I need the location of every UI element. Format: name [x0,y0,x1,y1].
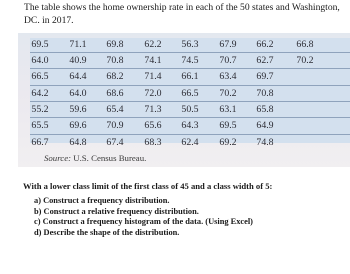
task-b: b) Construct a relative frequency distribution. [34,206,199,216]
row-divider [30,52,350,53]
table-cell: 50.5 [181,104,199,115]
row-divider [30,68,350,69]
instruction-text: With a lower class limit of the first class of 45 and a class width of 5: [23,181,273,191]
task-a: a) Construct a frequency distribution. [34,196,170,205]
table-cell: 70.8 [106,55,124,66]
table-cell: 74.5 [181,55,199,66]
table-cell: 64.0 [69,88,87,99]
table-cell: 64.9 [256,120,274,131]
table-cell: 70.7 [219,55,237,66]
table-cell: 68.6 [106,88,124,99]
intro-line-1: The table shows the home ownership rate in each of the 50 states and Washington, [24,2,340,13]
table-cell: 69.6 [69,120,87,131]
table-cell: 66.2 [256,39,274,50]
source-label: Source: [44,153,72,163]
table-cell: 71.4 [144,71,162,82]
intro-text [24,2,342,27]
table-cell: 63.1 [219,104,237,115]
table-cell: 64.3 [181,120,199,131]
table-cell: 64.0 [31,55,49,66]
table-cell: 64.2 [31,88,49,99]
table-cell: 64.4 [69,71,87,82]
row-divider [30,85,350,86]
table-cell: 65.5 [31,120,49,131]
table-cell: 65.6 [144,120,162,131]
table-cell: 62.4 [181,137,199,148]
table-cell: 56.3 [181,39,199,50]
table-cell: 65.4 [106,104,124,115]
table-cell: 68.2 [106,71,124,82]
row-divider [30,117,350,118]
task-c: c) Construct a frequency histogram of the data. (Using Excel) [34,217,253,227]
table-cell: 66.1 [181,71,199,82]
table-cell: 70.9 [106,120,124,131]
table-cell: 71.1 [69,39,87,50]
table-cell: 69.5 [31,39,49,50]
table-cell: 68.3 [144,137,162,148]
data-table-photo [18,33,350,167]
table-cell: 66.5 [31,71,49,82]
intro-line-2: DC. in 2017. [24,14,74,26]
table-cell: 72.0 [144,88,162,99]
table-cell: 67.9 [219,39,237,50]
table-cell: 70.2 [219,88,237,99]
table-cell: 55.2 [31,104,49,115]
table-cell: 62.7 [256,55,274,66]
table-cell: 59.6 [69,104,87,115]
task-list [34,196,253,238]
table-cell: 62.2 [144,39,162,50]
table-cell: 70.8 [256,88,274,99]
row-divider [30,134,350,135]
table-cell: 65.8 [256,104,274,115]
table-cell: 64.8 [69,137,87,148]
table-cell: 69.5 [219,120,237,131]
table-cell: 40.9 [69,55,87,66]
table-cell: 74.1 [144,55,162,66]
row-divider [30,101,350,102]
table-cell: 69.2 [219,137,237,148]
table-cell: 69.8 [106,39,124,50]
table-cell: 67.4 [106,137,124,148]
table-source [44,153,146,163]
table-cell: 69.7 [256,71,274,82]
table-cell: 63.4 [219,71,237,82]
table-cell: 71.3 [144,104,162,115]
table-cell: 66.8 [296,39,314,50]
table-cell: 74.8 [256,137,274,148]
table-cell: 70.2 [296,55,314,66]
table-cell: 66.7 [31,137,49,148]
source-text: U.S. Census Bureau. [71,153,147,163]
table-cell: 66.5 [181,88,199,99]
task-d: d) Describe the shape of the distribution. [34,227,180,237]
